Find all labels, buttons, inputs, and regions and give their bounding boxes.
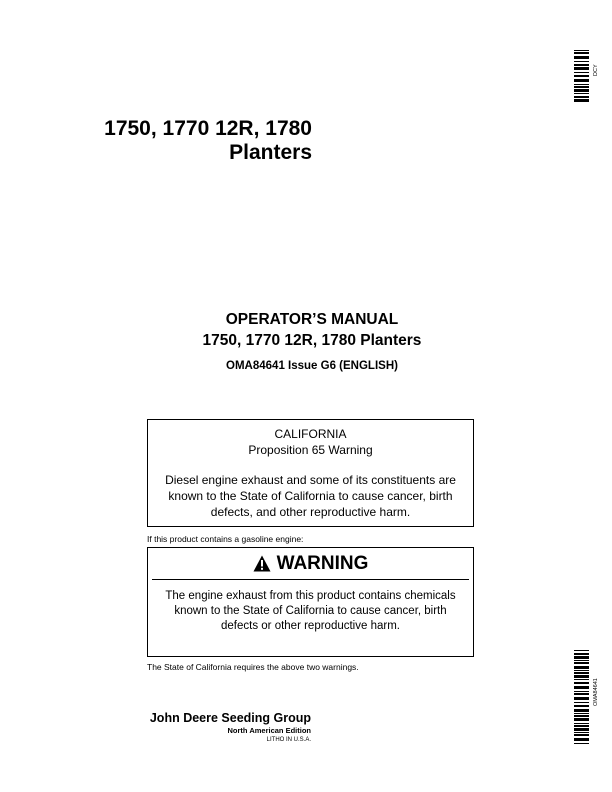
- title-line-planters: Planters: [229, 141, 312, 164]
- california-prop65-box: [147, 419, 474, 527]
- publisher-group: John Deere Seeding Group: [149, 711, 311, 725]
- barcode-top: [574, 50, 589, 100]
- state-requirement-note: The State of California requires the above two warnings.: [147, 662, 359, 672]
- manual-type: OPERATOR’S MANUAL: [225, 311, 399, 328]
- warning-label: WARNING: [276, 552, 369, 574]
- warning-triangle-icon: [253, 555, 271, 572]
- barcode-gap: [574, 744, 589, 746]
- barcode-bottom: [574, 650, 589, 746]
- california-body-line: known to the State of California to cause cancer, birth: [168, 489, 453, 503]
- publisher-edition: North American Edition: [227, 726, 311, 735]
- prop65-heading: Proposition 65 Warning: [248, 443, 373, 457]
- printed-location: LITHO IN U.S.A.: [266, 737, 311, 743]
- document-title: [60, 117, 312, 165]
- warning-body-line: known to the State of California to cause cancer, birth: [174, 605, 447, 617]
- manual-heading: [150, 309, 474, 374]
- california-body-line: defects, and other reproductive harm.: [210, 505, 411, 519]
- california-body-line: Diesel engine exhaust and some of its constituents are: [165, 473, 456, 487]
- warning-body-line: defects or other reproductive harm.: [221, 620, 400, 632]
- publisher-block: [130, 711, 311, 745]
- gasoline-warning-box: [147, 547, 474, 657]
- warning-header: [152, 548, 469, 580]
- gasoline-engine-note: If this product contains a gasoline engine:: [147, 534, 304, 544]
- title-line-models: 1750, 1770 12R, 1780: [104, 117, 312, 140]
- manual-models: 1750, 1770 12R, 1780 Planters: [202, 332, 422, 349]
- manual-issue: OMA84641 Issue G6 (ENGLISH): [226, 360, 398, 372]
- barcode-top-label: DCY: [593, 64, 599, 76]
- barcode-bottom-label: OMA84641: [593, 678, 599, 706]
- california-heading: CALIFORNIA: [274, 427, 347, 441]
- warning-body-line: The engine exhaust from this product contains chemicals: [165, 590, 456, 602]
- barcode-gap: [574, 102, 589, 103]
- warning-body: [148, 580, 473, 634]
